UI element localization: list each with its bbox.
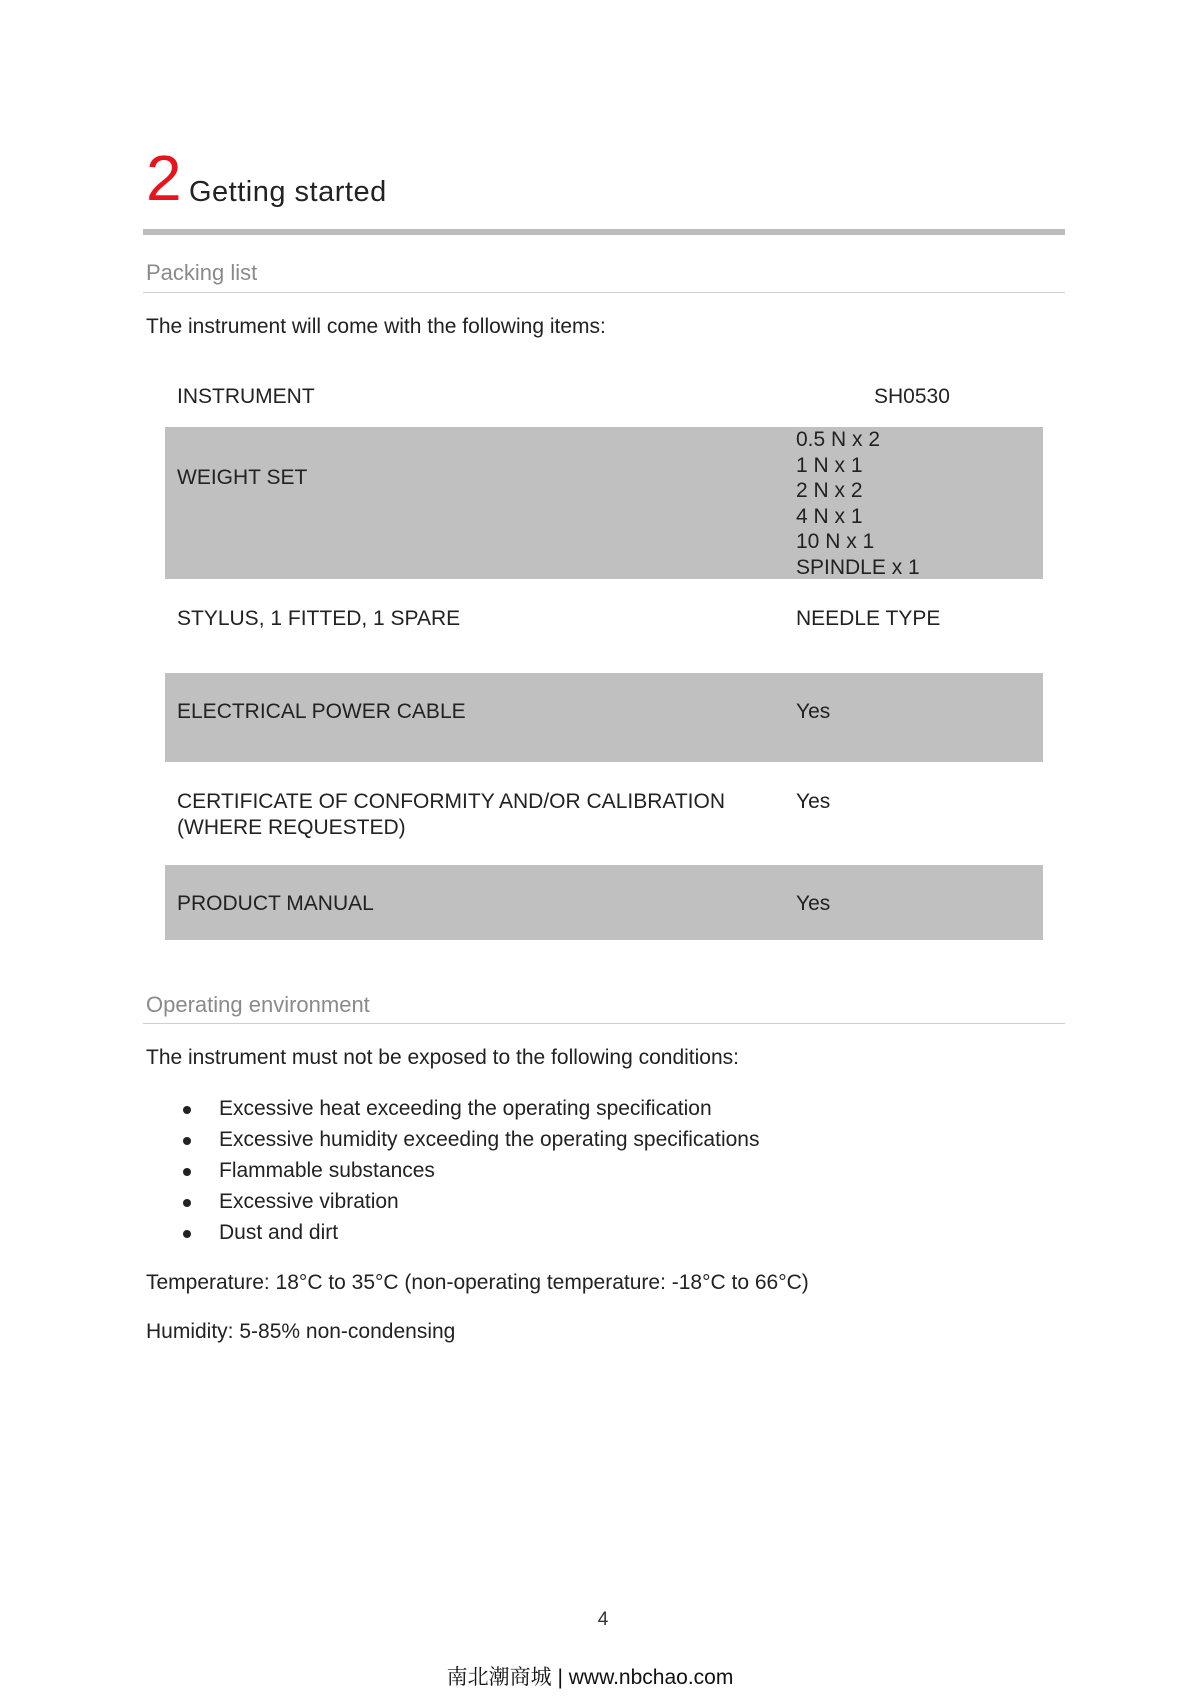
weight-entry: 1 N x 1: [796, 453, 863, 477]
item-name: [177, 789, 725, 840]
section-divider: [143, 292, 1065, 293]
temperature-spec: Temperature: 18°C to 35°C (non-operating temperature: -18°C to 66°C): [146, 1271, 809, 1294]
bullet-icon: [183, 1168, 191, 1176]
table-row: [165, 579, 1043, 673]
item-name: PRODUCT MANUAL: [177, 892, 374, 915]
list-item: Dust and dirt: [219, 1221, 339, 1244]
list-item: Flammable substances: [219, 1159, 435, 1182]
item-name: STYLUS, 1 FITTED, 1 SPARE: [177, 607, 461, 630]
item-value: Yes: [796, 790, 831, 813]
section-divider: [143, 1023, 1065, 1024]
chapter-title: Getting started: [189, 176, 387, 208]
packing-intro: The instrument will come with the following items:: [146, 315, 606, 338]
humidity-spec: Humidity: 5-85% non-condensing: [146, 1320, 456, 1343]
item-name-line: (WHERE REQUESTED): [177, 815, 406, 839]
list-item: Excessive heat exceeding the operating specification: [219, 1097, 712, 1120]
item-value: Yes: [796, 892, 831, 915]
item-name: WEIGHT SET: [177, 466, 308, 489]
chapter-divider: [143, 229, 1065, 235]
table-row: [165, 865, 1043, 940]
weight-entry: 0.5 N x 2: [796, 428, 881, 451]
list-item: Excessive vibration: [219, 1190, 399, 1213]
weight-entry: SPINDLE x 1: [796, 555, 920, 579]
bullet-icon: [183, 1199, 191, 1207]
chapter-number: 2: [146, 142, 182, 214]
footer-watermark: 南北潮商城 | www.nbchao.com: [446, 1666, 734, 1689]
page-number: 4: [597, 1609, 609, 1630]
table-row: [165, 380, 1043, 424]
bullet-icon: [183, 1137, 191, 1145]
weight-entry: 10 N x 1: [796, 530, 875, 554]
section-heading-packing-list: Packing list: [146, 260, 258, 285]
weight-entry: 2 N x 2: [796, 479, 863, 503]
item-value: [796, 427, 920, 581]
item-value: Yes: [796, 700, 831, 723]
table-row: [165, 762, 1043, 865]
bullet-icon: [183, 1106, 191, 1114]
item-name: ELECTRICAL POWER CABLE: [177, 700, 466, 723]
item-value: SH0530: [874, 385, 950, 408]
item-value: NEEDLE TYPE: [796, 607, 941, 630]
item-name: INSTRUMENT: [177, 385, 315, 408]
weight-entry: 4 N x 1: [796, 504, 863, 528]
item-name-line: CERTIFICATE OF CONFORMITY AND/OR CALIBRATION: [177, 790, 725, 813]
list-item: Excessive humidity exceeding the operating specifications: [219, 1128, 760, 1151]
bullet-icon: [183, 1230, 191, 1238]
section-heading-operating-environment: Operating environment: [146, 992, 370, 1017]
environment-intro: The instrument must not be exposed to the following conditions:: [146, 1046, 740, 1069]
table-row: [165, 427, 1043, 579]
table-row: [165, 673, 1043, 762]
